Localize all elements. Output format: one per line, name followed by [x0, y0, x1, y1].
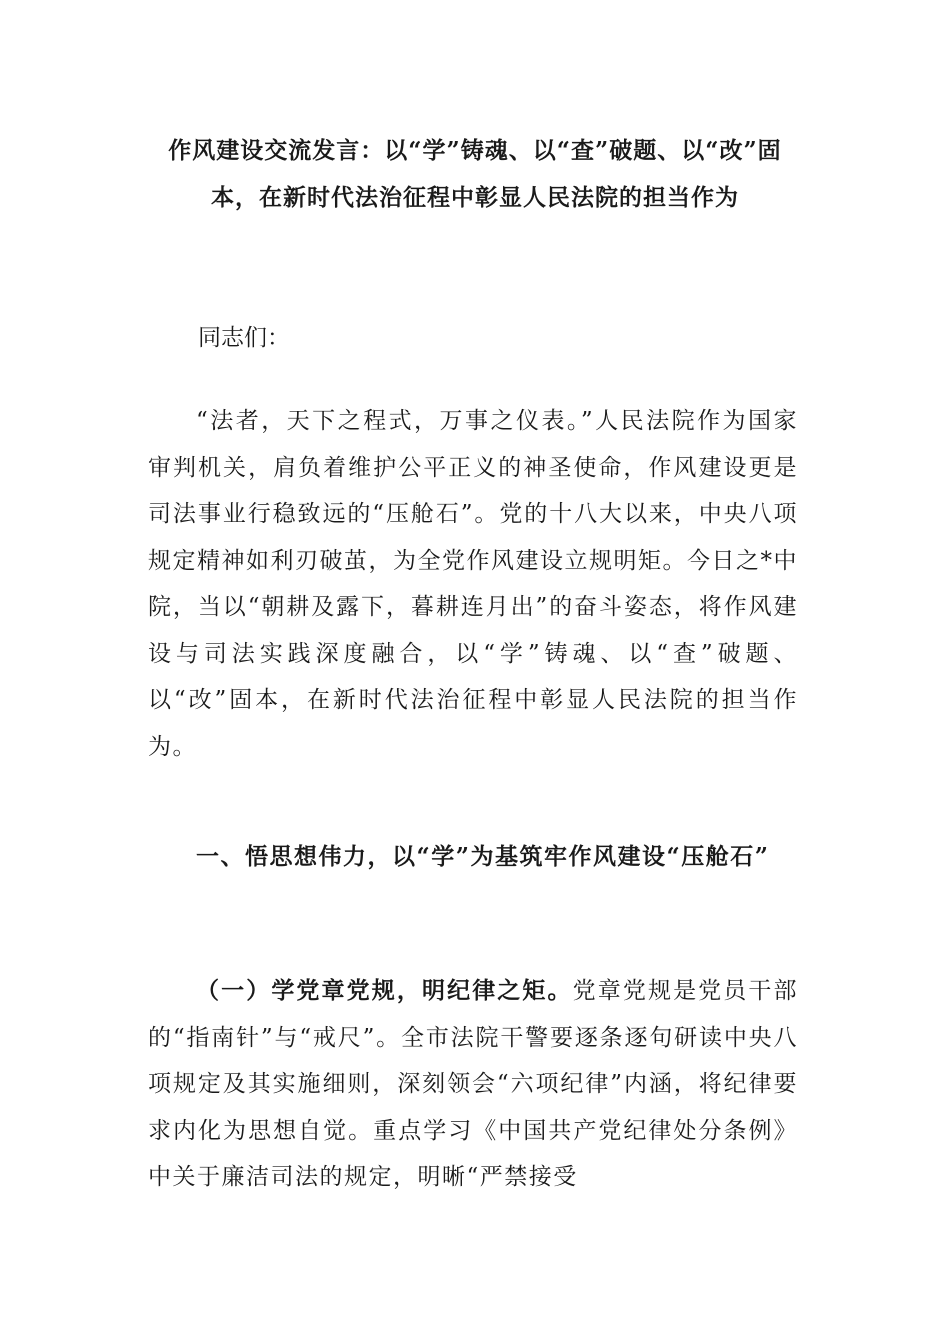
- subsection-lead-1: （一）学党章党规，明纪律之矩。: [196, 977, 573, 1004]
- document-title: 作风建设交流发言：以“学”铸魂、以“查”破题、以“改”固本，在新时代法治征程中彰显人民法院的担当作为: [168, 137, 782, 211]
- intro-paragraph: “法者，天下之程式，万事之仪表。”人民法院作为国家审判机关，肩负着维护公平正义的神圣使命，作风建设更是司法事业行稳致远的“压舱石”。党的十八大以来，中央八项规定精神如利刃破茧，为全党作风建设立规明矩。今日之*中院，当以“朝耕及露下，暮耕连月出”的奋斗姿态，将作风建设与司法实践深度融合，以“学”铸魂、以“查”破题、以“改”固本，在新时代法治征程中彰显人民法院的担当作为。: [148, 408, 798, 760]
- greeting: 同志们：: [198, 325, 290, 351]
- subsection-text-1: 党章党规是党员干部的“指南针”与“戒尺”。全市法院干警要逐条逐句研读中央八项规定及其实施细则，深刻领会“六项纪律”内涵，将纪律要求内化为思想自觉。重点学习《中国共产党纪律处分条例》中关于廉洁司法的规定，明晰“严禁接受: [148, 978, 799, 1190]
- section-heading-1: 一、悟思想伟力，以“学”为基筑牢作风建设“压舱石”: [196, 843, 770, 870]
- subsection-paragraph-1: [148, 968, 798, 1201]
